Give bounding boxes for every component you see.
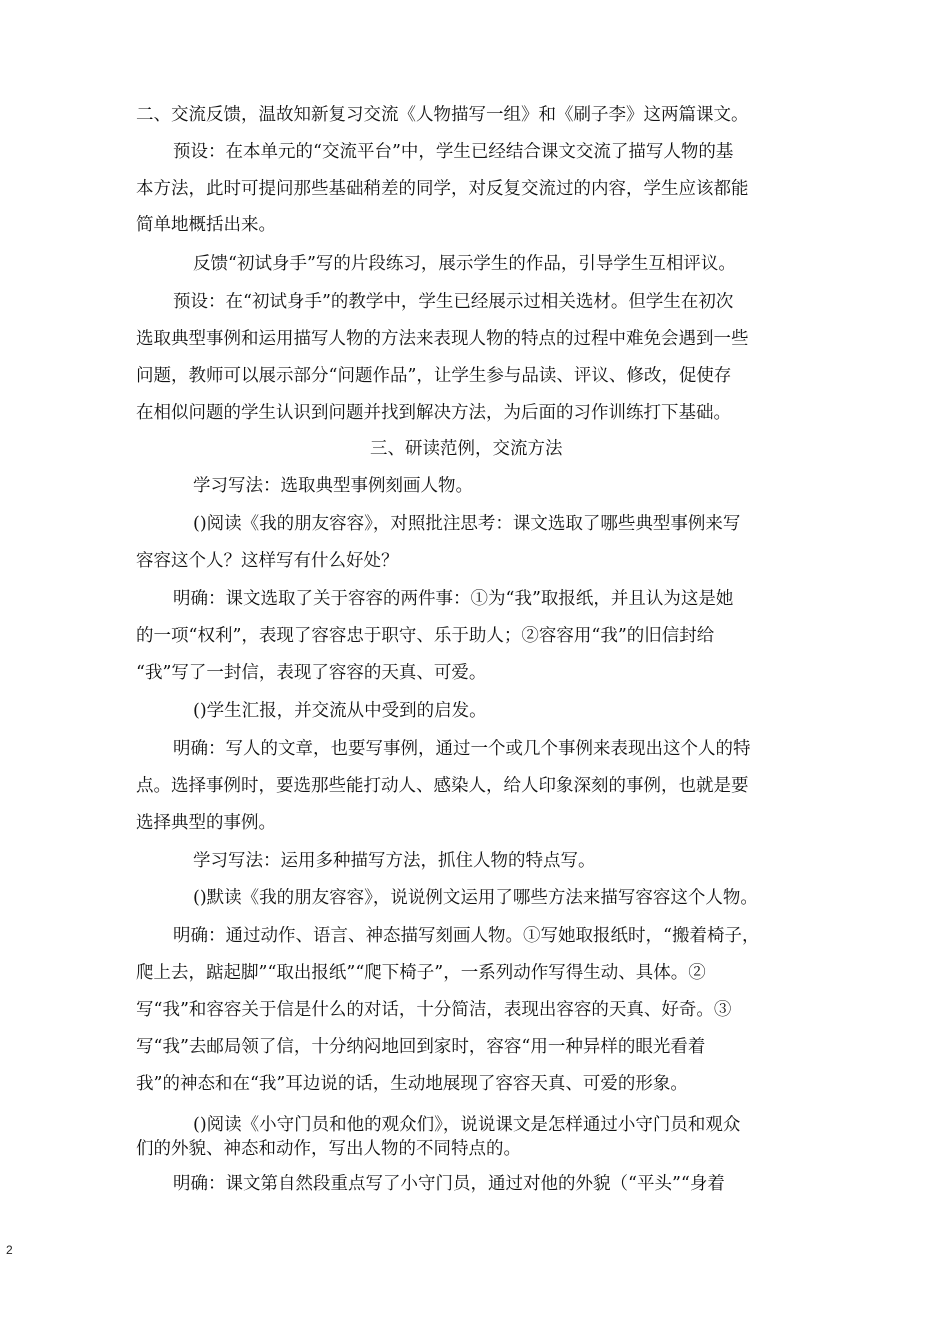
page-number: 2 <box>6 1243 13 1257</box>
paragraph-line: 明确：通过动作、语言、神态描写刻画人物。①写她取报纸时，“搬着椅子， <box>173 926 760 946</box>
paragraph-line: 我”的神态和在“我”耳边说的话，生动地展现了容容天真、可爱的形象。 <box>136 1074 688 1094</box>
paragraph-line: 本方法，此时可提问那些基础稍差的同学，对反复交流过的内容，学生应该都能 <box>136 179 749 199</box>
paragraph-line: ()阅读《小守门员和他的观众们》，说说课文是怎样通过小守门员和观众 <box>193 1115 741 1135</box>
section-heading-3: 三、研读范例，交流方法 <box>370 439 563 459</box>
paragraph-line: 爬上去，踮起脚”“取出报纸”“爬下椅子”，一系列动作写得生动、具体。② <box>136 963 706 983</box>
paragraph-line: 明确：写人的文章，也要写事例，通过一个或几个事例来表现出这个人的特 <box>173 739 751 759</box>
paragraph-line: 选择典型的事例。 <box>136 813 276 833</box>
paragraph-line: 点。选择事例时，要选那些能打动人、感染人，给人印象深刻的事例，也就是要 <box>136 776 749 796</box>
paragraph-line: 写“我”和容容关于信是什么的对话，十分简洁，表现出容容的天真、好奇。③ <box>136 1000 732 1020</box>
paragraph-line: ()默读《我的朋友容容》，说说例文运用了哪些方法来描写容容这个人物。 <box>193 888 758 908</box>
paragraph-line: 们的外貌、神态和动作，写出人物的不同特点的。 <box>136 1139 521 1159</box>
paragraph-line: 在相似问题的学生认识到问题并找到解决方法，为后面的习作训练打下基础。 <box>136 403 731 423</box>
paragraph-line: 简单地概括出来。 <box>136 215 276 235</box>
paragraph-line: 学习写法：选取典型事例刻画人物。 <box>193 476 473 496</box>
paragraph-line: 反馈“初试身手”写的片段练习，展示学生的作品，引导学生互相评议。 <box>193 254 736 274</box>
paragraph-line: 学习写法：运用多种描写方法，抓住人物的特点写。 <box>193 851 596 871</box>
paragraph-line: 选取典型事例和运用描写人物的方法来表现人物的特点的过程中难免会遇到一些 <box>136 329 749 349</box>
paragraph-line: ()阅读《我的朋友容容》，对照批注思考：课文选取了哪些典型事例来写 <box>193 514 741 534</box>
paragraph-line: 预设：在本单元的“交流平台”中，学生已经结合课文交流了描写人物的基 <box>173 142 734 162</box>
paragraph-line: 的一项“权利”，表现了容容忠于职守、乐于助人；②容容用“我”的旧信封给 <box>136 626 715 646</box>
paragraph-line: “我”写了一封信，表现了容容的天真、可爱。 <box>136 663 487 683</box>
paragraph-line: 容容这个人？这样写有什么好处？ <box>136 551 399 571</box>
paragraph-line: 明确：课文第自然段重点写了小守门员，通过对他的外貌（“平头”“身着 <box>173 1174 725 1194</box>
paragraph-line: 预设：在“初试身手”的教学中，学生已经展示过相关选材。但学生在初次 <box>173 292 734 312</box>
paragraph-line: 问题，教师可以展示部分“问题作品”，让学生参与品读、评议、修改，促使存 <box>136 366 732 386</box>
section-heading-2: 二、交流反馈，温故知新复习交流《人物描写一组》和《刷子李》这两篇课文。 <box>136 105 749 125</box>
paragraph-line: 明确：课文选取了关于容容的两件事：①为“我”取报纸，并且认为这是她 <box>173 589 734 609</box>
paragraph-line: ()学生汇报，并交流从中受到的启发。 <box>193 701 487 721</box>
paragraph-line: 写“我”去邮局领了信，十分纳闷地回到家时，容容“用一种异样的眼光看着 <box>136 1037 706 1057</box>
